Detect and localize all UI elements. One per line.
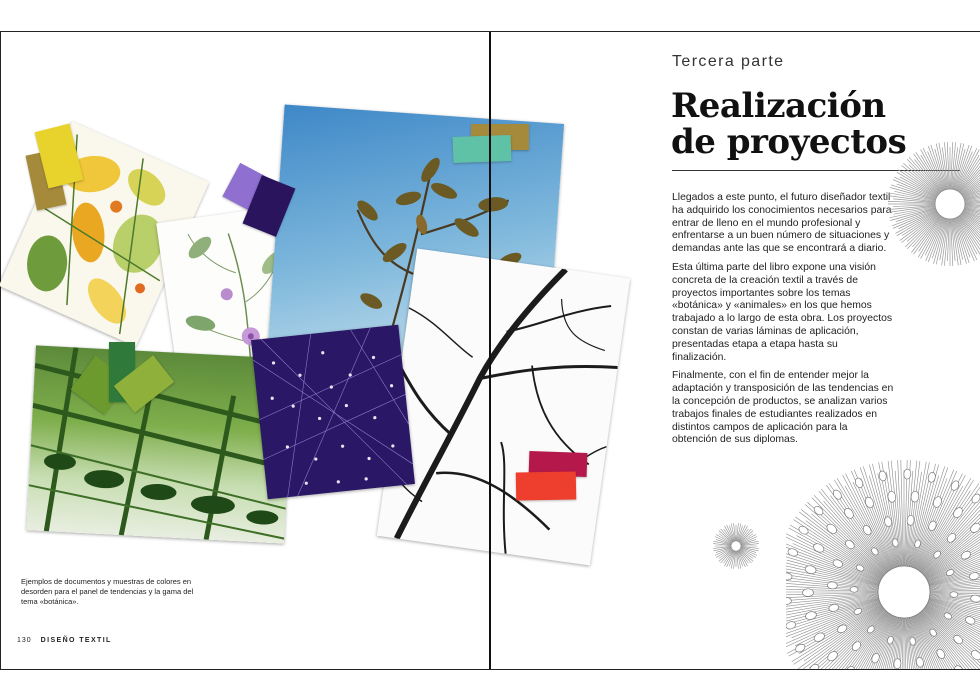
right-page [490,32,980,669]
book-spread [0,31,980,670]
paragraph-3: Finalmente, con el fin de entender mejor la adaptación y transposición de las tendencias en la concepción de productos, se analizan varios trabajos finales de estudiantes realizados en distintos campos de aplicación para la obtención de sus diplomas. [672,370,894,446]
page-footer [17,637,112,644]
title-line-2: de proyectos [671,122,907,162]
title-line-1: Realización [671,86,886,126]
radial-ornament-large [786,460,980,669]
paragraph-2: Esta última parte del libro expone una visión concreta de la creación textil a través de proyectos importantes sobre los temas «botánica» y «animales» en los que hemos trabajado a lo largo de esta obra. Los proyectos constan de varias láminas de aplicación, presentadas etapa a etapa hasta su finalización. [672,261,893,363]
radial-ornament-small [712,522,760,570]
chapter-title [671,88,906,160]
figure-caption: Ejemplos de documentos y muestras de colores en desorden para el panel de tendencias y la gama del tema «botánica». [21,577,194,606]
indigo-dotted-textile [251,325,415,500]
running-title: DISEÑO TEXTIL [40,637,112,644]
part-label: Tercera parte [672,53,785,70]
paragraph-1: Llegados a este punto, el futuro diseñador textil ha adquirido los conocimientos necesarios para entrar de lleno en el mundo profesional y enfrentarse a un buen número de situaciones y demandas ante las que se encontrará a diario. [672,192,892,255]
tomato-swatch [516,471,576,500]
body-text [672,192,894,453]
page-number: 130 [17,637,32,644]
radial-ornament-top [888,142,980,272]
left-page [0,32,489,669]
